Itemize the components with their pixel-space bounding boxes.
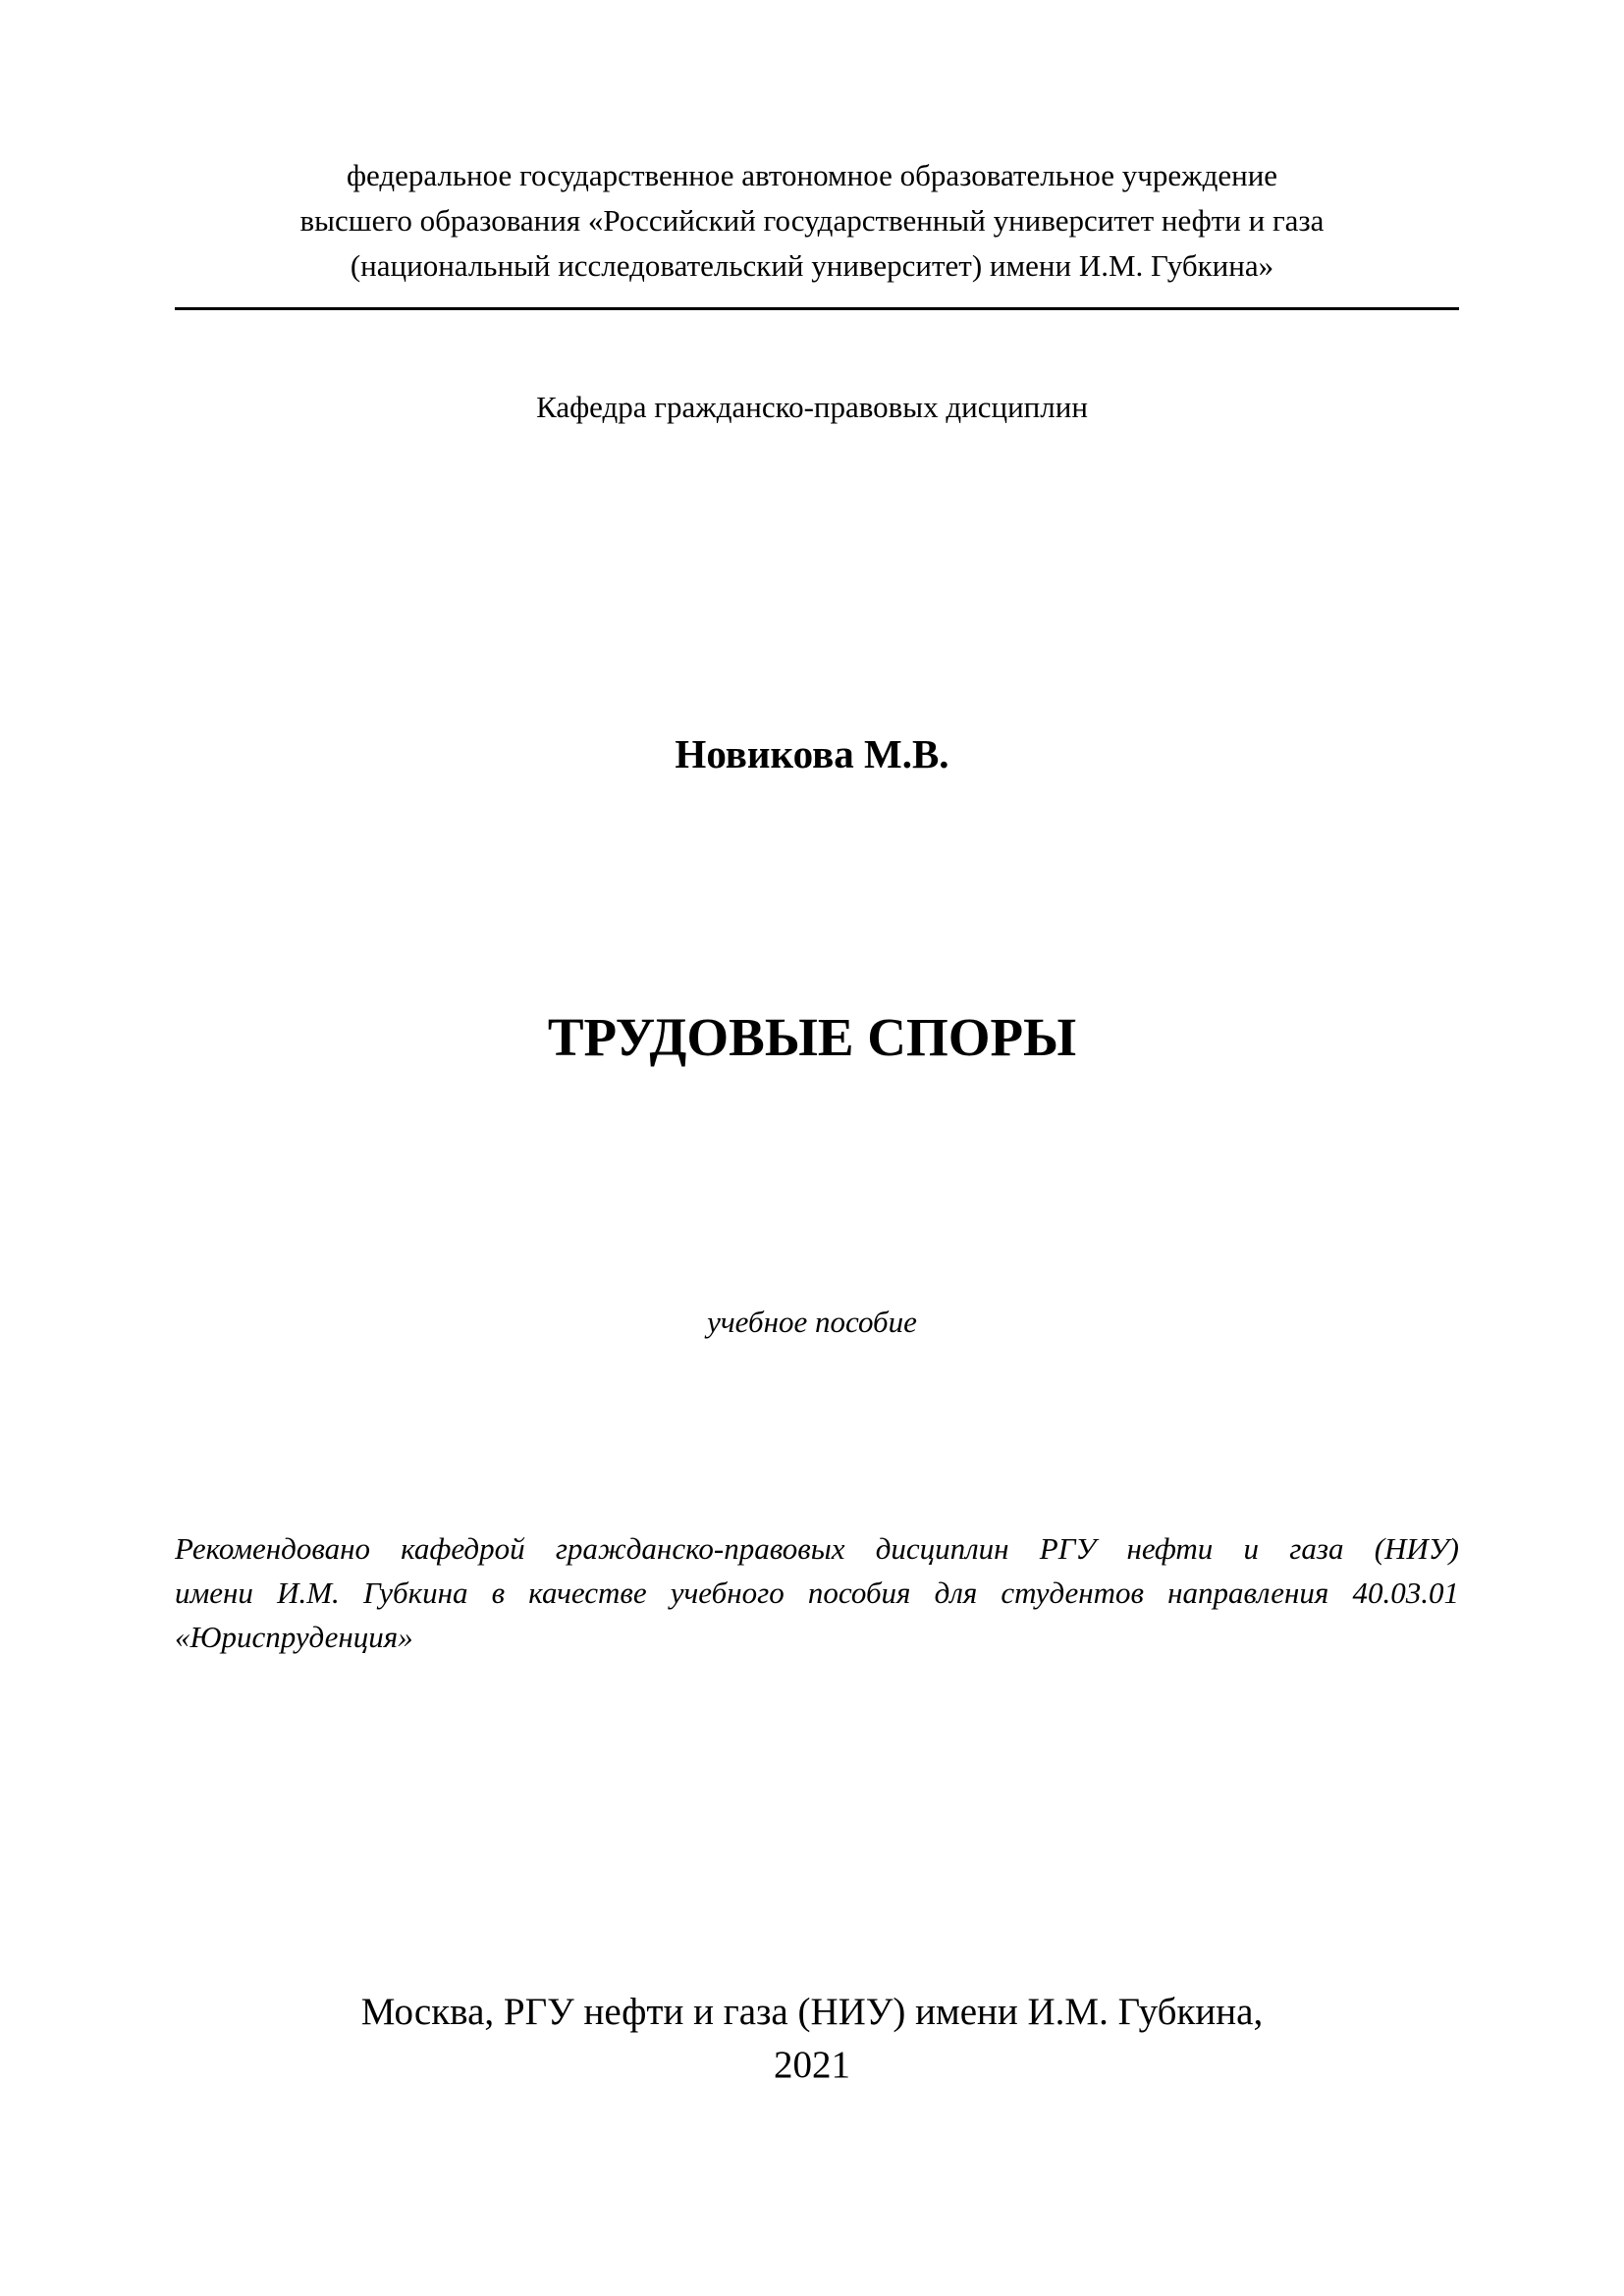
recommendation-text	[175, 1526, 1459, 1659]
institution-header	[0, 153, 1624, 289]
imprint-place: Москва, РГУ нефти и газа (НИУ) имени И.М. Губкина,	[360, 1991, 1264, 2033]
institution-line-1: федеральное государственное автономное образовательное учреждение	[346, 158, 1278, 192]
document-type: учебное пособие	[707, 1305, 917, 1339]
recommendation-line-1: Рекомендовано кафедрой гражданско-правовых дисциплин РГУ нефти и газа (НИУ)	[175, 1531, 1459, 1566]
imprint-year: 2021	[774, 2044, 850, 2086]
imprint	[0, 1986, 1624, 2092]
document-title: ТРУДОВЫЕ СПОРЫ	[547, 1007, 1077, 1067]
header-divider	[175, 307, 1459, 310]
institution-line-2: высшего образования «Российский государственный университет нефти и газа	[299, 203, 1325, 238]
author-name: Новикова М.В.	[675, 731, 949, 776]
recommendation-line-2: имени И.М. Губкина в качестве учебного пособия для студентов направления 40.03.01	[175, 1575, 1459, 1610]
institution-line-3: (национальный исследовательский университет) имени И.М. Губкина»	[350, 248, 1274, 283]
department-name: Кафедра гражданско-правовых дисциплин	[536, 390, 1088, 424]
recommendation-line-3: «Юриспруденция»	[175, 1620, 413, 1654]
